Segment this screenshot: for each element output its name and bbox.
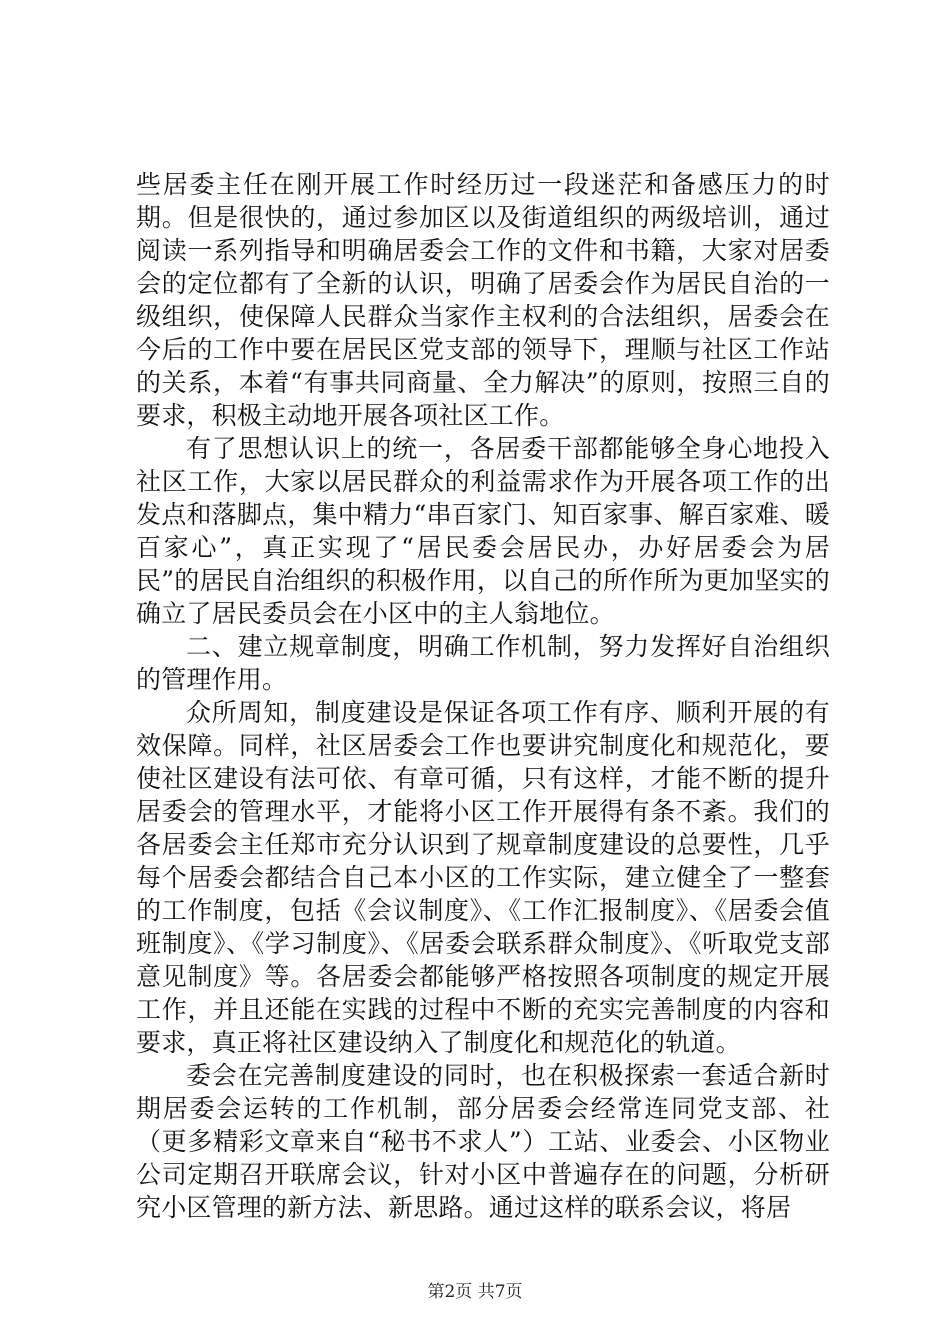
page-number-footer: 第2页 共7页: [427, 1282, 523, 1302]
paragraph-4: 委会在完善制度建设的同时，也在积极探索一套适合新时期居委会运转的工作机制，部分居委会经常连同党支部、社（更多精彩文章来自“秘书不求人”）工站、业委会、小区物业公司定期召开联席会议，针对小区中普遍存在的问题，分析研究小区管理的新方法、新思路。通过这样的联系会议，将居: [136, 1061, 830, 1222]
paragraph-3: 众所周知，制度建设是保证各项工作有序、顺利开展的有效保障。同样，社区居委会工作也要讲究制度化和规范化，要使社区建设有法可依、有章可循，只有这样，才能不断的提升居委会的管理水平，才能将小区工作开展得有条不紊。我们的各居委会主任郑市充分认识到了规章制度建设的总要性，几乎每个居委会都结合自己本小区的工作实际，建立健全了一整套的工作制度，包括《会议制度》、《工作汇报制度》、《居委会值班制度》、《学习制度》、《居委会联系群众制度》、《听取党支部意见制度》等。各居委会都能够严格按照各项制度的规定开展工作，并且还能在实践的过程中不断的充实完善制度的内容和要求，真正将社区建设纳入了制度化和规范化的轨道。: [136, 698, 830, 1057]
paragraph-2: 有了思想认识上的统一，各居委干部都能够全身心地投入社区工作，大家以居民群众的利益需求作为开展各项工作的出发点和落脚点，集中精力“串百家门、知百家事、解百家难、暖百家心”，真正实现了“居民委会居民办，办好居委会为居民”的居民自治组织的积极作用，以自己的所作所为更加坚实的确立了居民委员会在小区中的主人翁地位。: [136, 434, 830, 628]
document-body: [136, 168, 830, 1224]
section-heading-2: 二、建立规章制度，明确工作机制，努力发挥好自治组织的管理作用。: [136, 632, 830, 694]
paragraph-1: 些居委主任在刚开展工作时经历过一段迷茫和备感压力的时期。但是很快的，通过参加区以及街道组织的两级培训，通过阅读一系列指导和明确居委会工作的文件和书籍，大家对居委会的定位都有了全新的认识，明确了居委会作为居民自治的一级组织，使保障人民群众当家作主权利的合法组织，居委会在今后的工作中要在居民区党支部的领导下，理顺与社区工作站的关系，本着“有事共同商量、全力解决”的原则，按照三自的要求，积极主动地开展各项社区工作。: [136, 170, 830, 430]
